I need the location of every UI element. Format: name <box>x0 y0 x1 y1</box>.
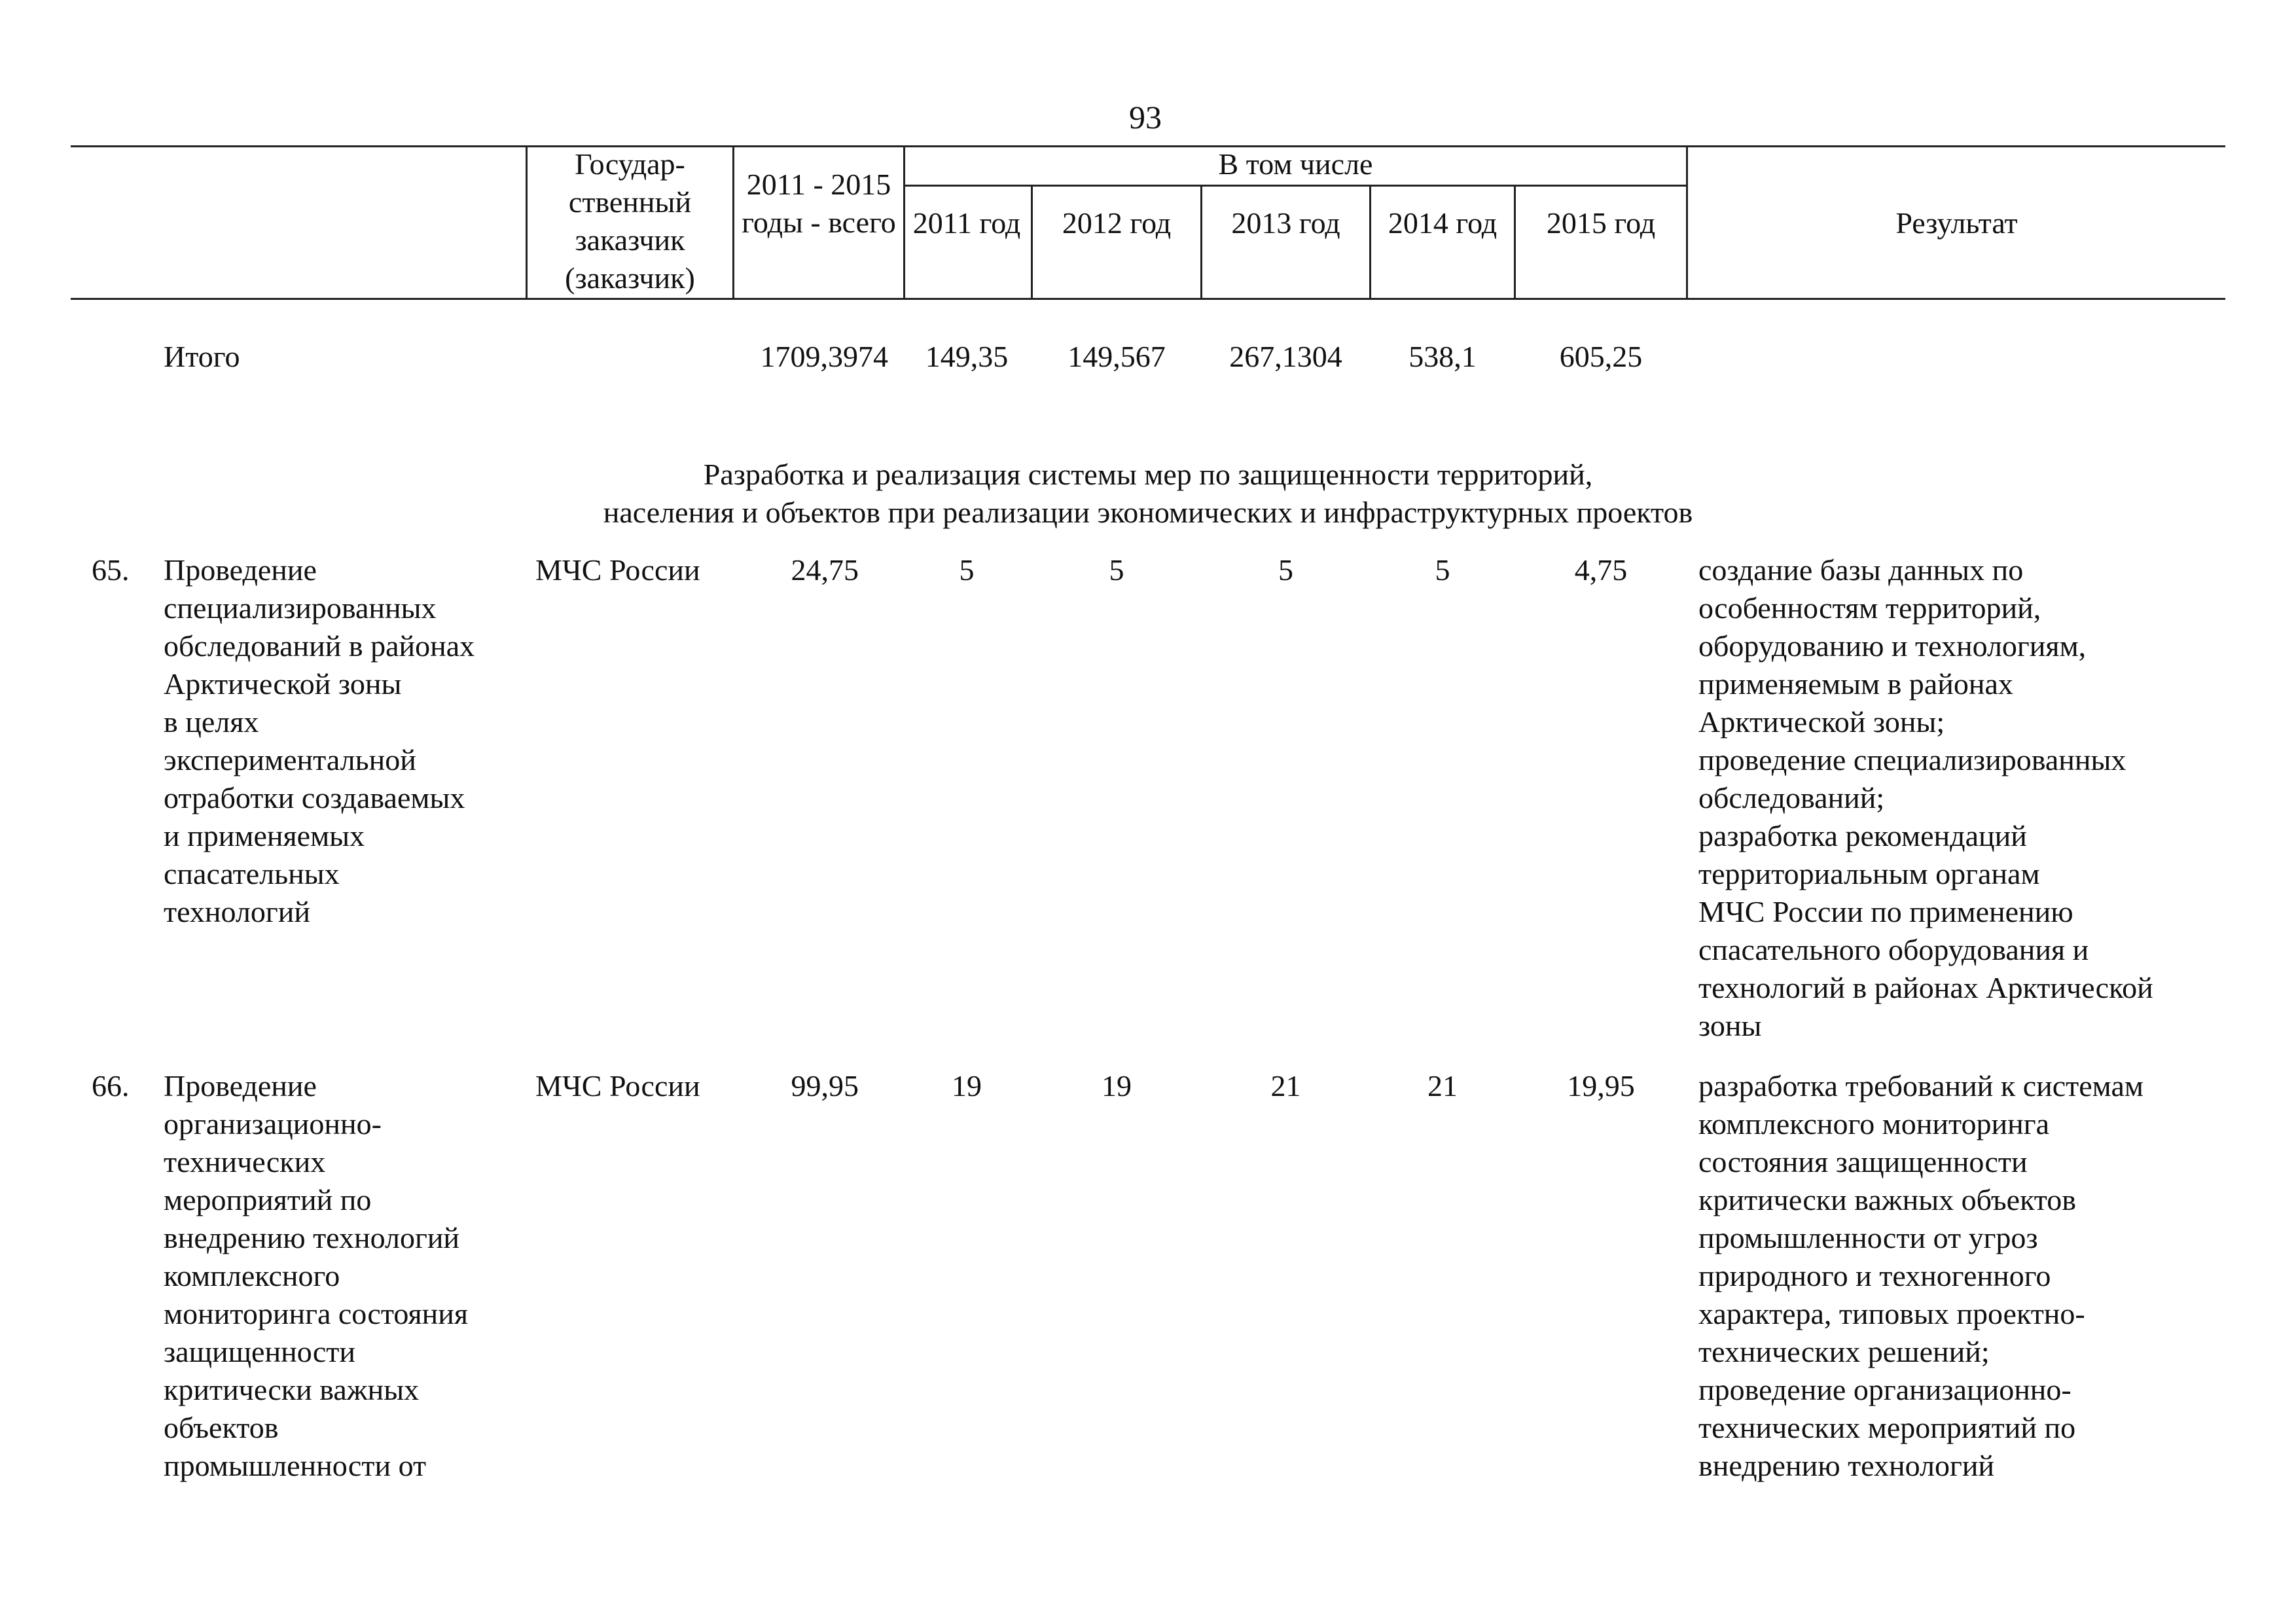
row-2015: 19,95 <box>1567 1069 1635 1103</box>
header-customer: Государ- ственный заказчик (заказчик) <box>565 147 695 295</box>
row-result: разработка требований к системам комплексного мониторинга состояния защищенности критически важных объектов промышленности от угроз природного и техногенного характера, типовых проектно- технических решений; проведение организационно- технических мероприятий по внедрению технологий <box>1698 1069 2144 1482</box>
section-title: Разработка и реализация системы мер по защищенности территорий, населения и объектов при реализации экономических и инфраструктурных проектов <box>603 458 1693 529</box>
row-customer: МЧС России <box>535 1069 700 1103</box>
header-year-2011: 2011 год <box>912 206 1021 240</box>
row-2014: 21 <box>1427 1069 1458 1103</box>
header-year-2012: 2012 год <box>1062 206 1172 240</box>
row-2013: 21 <box>1270 1069 1301 1103</box>
row-number: 65. <box>92 553 130 587</box>
header-including: В том числе <box>1218 147 1373 181</box>
row-activity: Проведение организационно- технических мероприятий по внедрению технологий комплексного мониторинга состояния защищенности критически важных объектов промышленности от <box>164 1069 469 1482</box>
row-2012: 5 <box>1109 553 1124 587</box>
including-rule <box>903 185 1686 187</box>
header-total: 2011 - 2015 годы - всего <box>742 168 896 239</box>
row-total: 99,95 <box>791 1069 859 1103</box>
total-2014: 538,1 <box>1408 340 1477 373</box>
total-sum: 1709,3974 <box>760 340 888 373</box>
total-2012: 149,567 <box>1067 340 1166 373</box>
header-year-2015: 2015 год <box>1546 206 1656 240</box>
header-year-2014: 2014 год <box>1388 206 1498 240</box>
divider <box>1200 185 1202 300</box>
total-2015: 605,25 <box>1559 340 1643 373</box>
header-year-2013: 2013 год <box>1231 206 1340 240</box>
row-activity: Проведение специализированных обследований в районах Арктической зоны в целях экспериментальной отработки создаваемых и применяемых спасательных технологий <box>164 553 475 928</box>
row-2011: 5 <box>959 553 975 587</box>
divider <box>1369 185 1371 300</box>
row-total: 24,75 <box>791 553 859 587</box>
divider <box>1031 185 1033 300</box>
page-number: 93 <box>1129 99 1162 136</box>
row-2012: 19 <box>1102 1069 1132 1103</box>
row-2015: 4,75 <box>1574 553 1628 587</box>
divider <box>1514 185 1516 300</box>
header-result: Результат <box>1895 206 2018 240</box>
total-label: Итого <box>164 340 240 373</box>
total-2011: 149,35 <box>925 340 1009 373</box>
total-2013: 267,1304 <box>1229 340 1342 373</box>
row-2011: 19 <box>952 1069 982 1103</box>
header-bottom-rule <box>71 298 2225 300</box>
row-2014: 5 <box>1435 553 1450 587</box>
row-2013: 5 <box>1278 553 1293 587</box>
row-number: 66. <box>92 1069 130 1103</box>
row-result: создание базы данных по особенностям территорий, оборудованию и технологиям, применяемым в районах Арктической зоны; проведение специализированных обследований; разработка рекомендаций территориальным органам МЧС России по применению спасательного оборудования и технологий в районах Арктической зоны <box>1698 553 2153 1042</box>
row-customer: МЧС России <box>535 553 700 587</box>
